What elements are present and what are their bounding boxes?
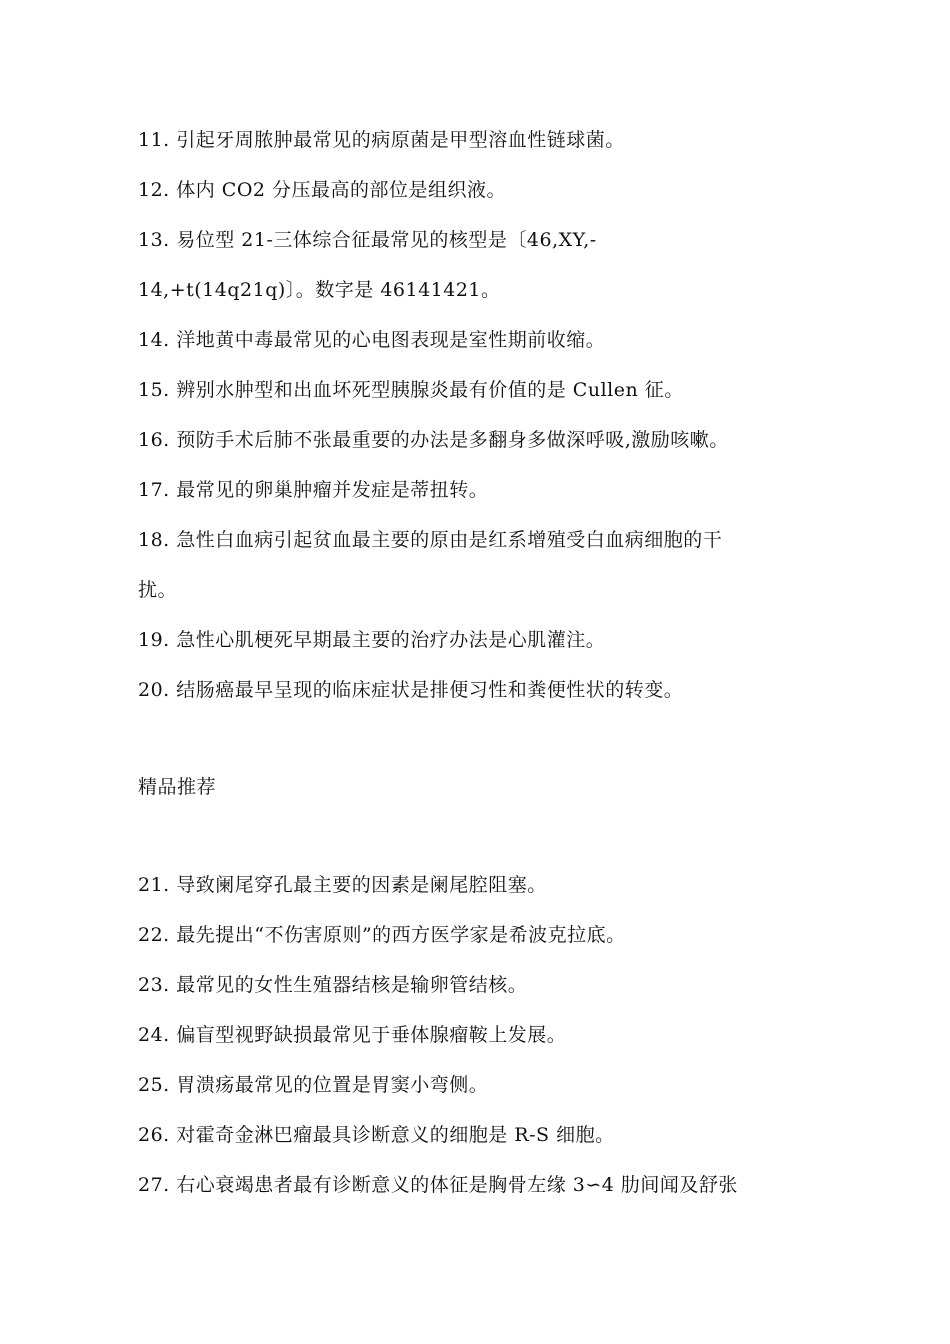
text-line-18: 18. 急性白血病引起贫血最主要的原由是红系增殖受白血病细胞的干 [138,529,723,551]
text-line-12: 12. 体内 CO2 分压最高的部位是组织液。 [138,179,507,201]
text-line-18-cont: 扰。 [138,579,178,601]
text-line-14: 14. 洋地黄中毒最常见的心电图表现是室性期前收缩。 [138,329,606,351]
text-line-26: 26. 对霍奇金淋巴瘤最具诊断意义的细胞是 R-S 细胞。 [138,1124,615,1146]
text-line-13: 13. 易位型 21-三体综合征最常见的核型是〔46,XY,- [138,229,597,251]
text-line-23: 23. 最常见的女性生殖器结核是输卵管结核。 [138,974,528,996]
text-line-16: 16. 预防手术后肺不张最重要的办法是多翻身多做深呼吸,激励咳嗽。 [138,429,729,451]
recommend-label: 精品推荐 [138,776,217,798]
text-line-19: 19. 急性心肌梗死早期最主要的治疗办法是心肌灌注。 [138,629,606,651]
text-line-24: 24. 偏盲型视野缺损最常见于垂体腺瘤鞍上发展。 [138,1024,567,1046]
text-line-20: 20. 结肠癌最早呈现的临床症状是排便习性和粪便性状的转变。 [138,679,684,701]
text-line-17: 17. 最常见的卵巢肿瘤并发症是蒂扭转。 [138,479,489,501]
text-line-21: 21. 导致阑尾穿孔最主要的因素是阑尾腔阻塞。 [138,874,547,896]
text-line-15: 15. 辨别水肿型和出血坏死型胰腺炎最有价值的是 Cullen 征。 [138,379,684,401]
text-line-22: 22. 最先提出“不伤害原则”的西方医学家是希波克拉底。 [138,924,626,946]
text-line-27: 27. 右心衰竭患者最有诊断意义的体征是胸骨左缘 3∽4 肋间闻及舒张 [138,1174,738,1196]
text-line-11: 11. 引起牙周脓肿最常见的病原菌是甲型溶血性链球菌。 [138,129,625,151]
text-line-25: 25. 胃溃疡最常见的位置是胃窦小弯侧。 [138,1074,489,1096]
text-line-13-cont: 14,+t(14q21q)〕。数字是 46141421。 [138,279,501,301]
